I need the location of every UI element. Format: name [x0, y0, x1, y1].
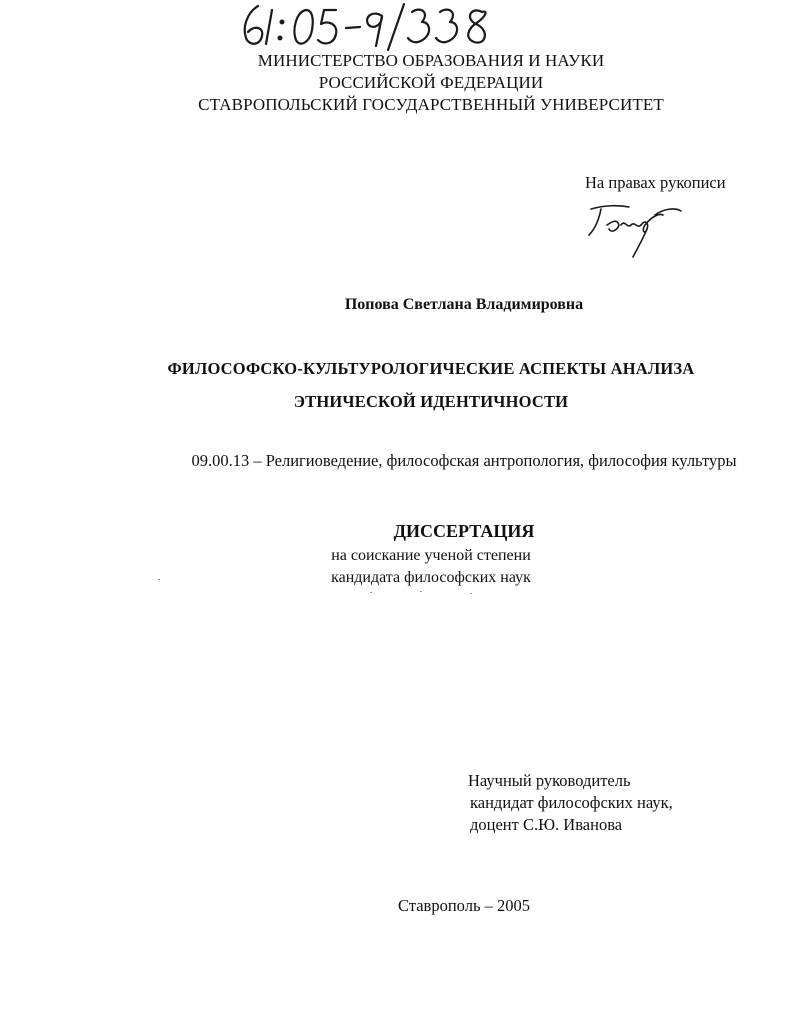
- degree-line-2: кандидата философских наук: [331, 569, 531, 586]
- advisor-line-3: доцент С.Ю. Иванова: [470, 815, 623, 834]
- specialty-code: 09.00.13 – Религиоведение, философская антропология, философия культуры: [191, 451, 737, 470]
- handwritten-archive-code: [236, 0, 516, 52]
- title-line-1: ФИЛОСОФСКО-КУЛЬТУРОЛОГИЧЕСКИЕ АСПЕКТЫ АНАЛИЗА: [167, 359, 695, 378]
- ministry-line-2: РОССИЙСКОЙ ФЕДЕРАЦИИ: [318, 73, 544, 92]
- author-name: Попова Светлана Владимировна: [344, 296, 584, 313]
- title-line-2: ЭТНИЧЕСКОЙ ИДЕНТИЧНОСТИ: [293, 392, 569, 411]
- city-year: Ставрополь – 2005: [398, 896, 530, 915]
- scientific-advisor: [468, 770, 673, 836]
- dissertation-heading: ДИССЕРТАЦИЯ: [393, 521, 535, 541]
- author-signature: [583, 195, 693, 265]
- scan-speck: [158, 579, 160, 580]
- scan-speck: [420, 591, 422, 592]
- advisor-line-2: кандидат философских наук,: [470, 793, 673, 812]
- ministry-line-3: СТАВРОПОЛЬСКИЙ ГОСУДАРСТВЕННЫЙ УНИВЕРСИТЕТ: [198, 95, 664, 114]
- advisor-line-1: Научный руководитель: [468, 771, 631, 790]
- dissertation-title: [0, 352, 796, 418]
- ministry-header: [0, 50, 796, 116]
- scan-speck: [470, 593, 472, 594]
- scan-speck: [370, 592, 372, 593]
- degree-description: [0, 545, 796, 589]
- ministry-line-1: МИНИСТЕРСТВО ОБРАЗОВАНИЯ И НАУКИ: [257, 51, 605, 70]
- manuscript-rights-label: На правах рукописи: [585, 173, 726, 192]
- degree-line-1: на соискание ученой степени: [331, 547, 531, 564]
